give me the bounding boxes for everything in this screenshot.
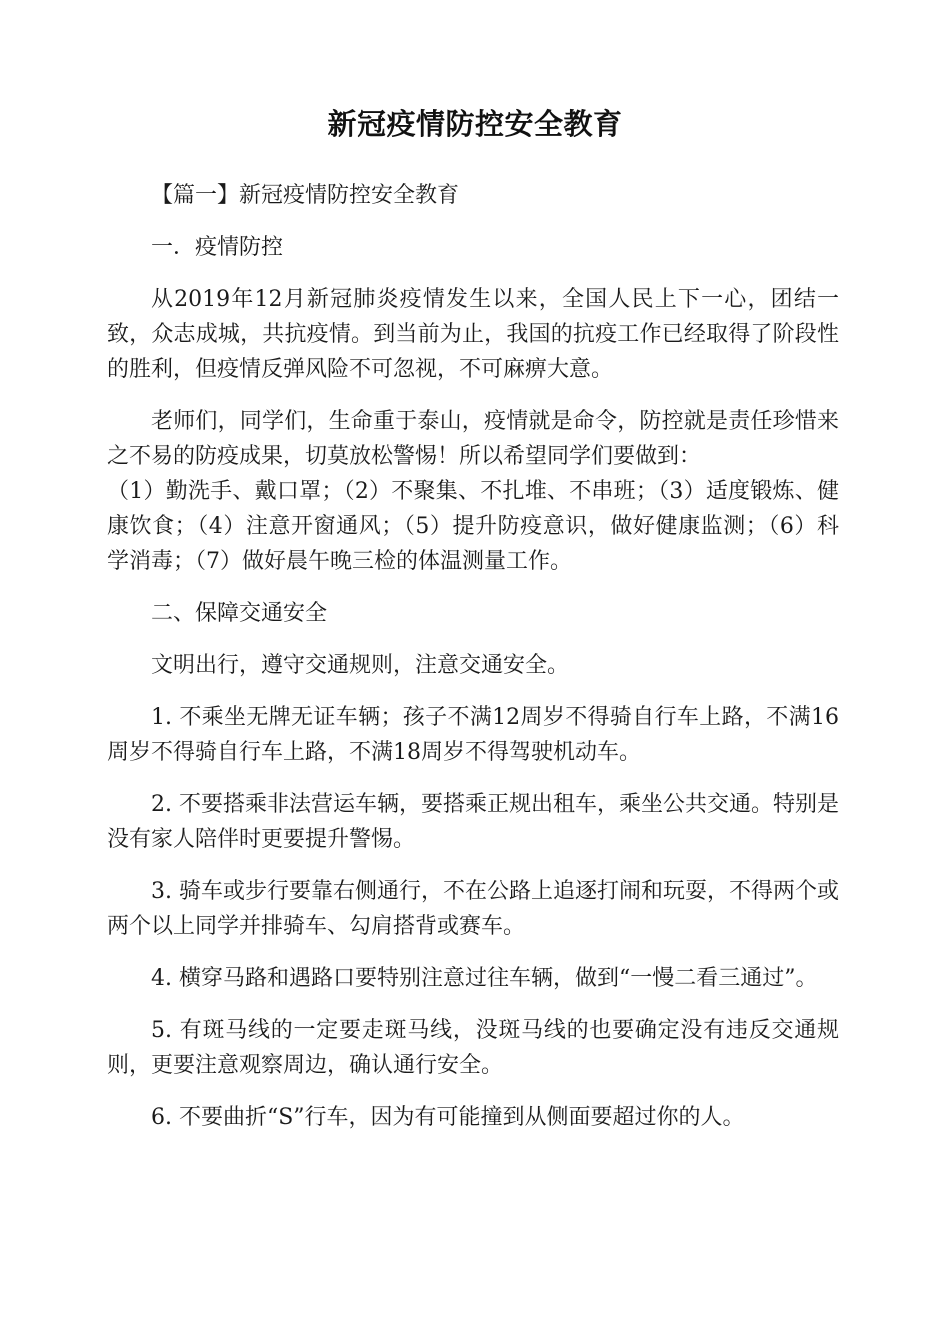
section-heading-traffic-safety: 二、保障交通安全 xyxy=(151,601,328,626)
paragraph-epidemic-intro: 从2019年12月新冠肺炎疫情发生以来，全国人民上下一心，团结一致，众志成城，共抗疫情。到当前为止，我国的抗疫工作已经取得了阶段性的胜利，但疫情反弹风险不可忽视，不可麻痹大意。 xyxy=(107,287,840,382)
section-heading-epidemic-control: 一．疫情防控 xyxy=(151,235,284,260)
list-item-traffic-1: 1. 不乘坐无牌无证车辆；孩子不满12周岁不得骑自行车上路，不满16周岁不得骑自行车上路，不满18周岁不得驾驶机动车。 xyxy=(107,705,839,765)
list-item-traffic-4: 4. 横穿马路和遇路口要特别注意过往车辆，做到“一慢二看三通过”。 xyxy=(151,966,818,991)
document-title: 新冠疫情防控安全教育 xyxy=(327,107,623,141)
paragraph-traffic-intro: 文明出行，遵守交通规则，注意交通安全。 xyxy=(151,653,570,678)
paragraph-prevention-list: （1）勤洗手、戴口罩；（2）不聚集、不扎堆、不串班；（3）适度锻炼、健康饮食；（4）注意开窗通风；（5）提升防疫意识，做好健康监测；（6）科学消毒；（7）做好晨午晚三检的体温测量工作。 xyxy=(107,479,839,574)
list-item-traffic-6: 6. 不要曲折“S”行车，因为有可能撞到从侧面要超过你的人。 xyxy=(151,1105,745,1130)
section-heading-part-one: 【篇一】新冠疫情防控安全教育 xyxy=(151,183,460,208)
list-item-traffic-2: 2. 不要搭乘非法营运车辆，要搭乘正规出租车，乘坐公共交通。特别是没有家人陪伴时更要提升警惕。 xyxy=(107,792,839,852)
document-body xyxy=(107,178,839,1152)
paragraph-teachers-students: 老师们，同学们，生命重于泰山，疫情就是命令，防控就是责任珍惜来之不易的防疫成果，切莫放松警惕！所以希望同学们要做到： xyxy=(107,409,839,469)
list-item-traffic-5: 5. 有斑马线的一定要走斑马线，没斑马线的也要确定没有违反交通规则，更要注意观察周边，确认通行安全。 xyxy=(107,1018,839,1078)
list-item-traffic-3: 3. 骑车或步行要靠右侧通行，不在公路上追逐打闹和玩耍，不得两个或两个以上同学并排骑车、勾肩搭背或赛车。 xyxy=(107,879,839,939)
